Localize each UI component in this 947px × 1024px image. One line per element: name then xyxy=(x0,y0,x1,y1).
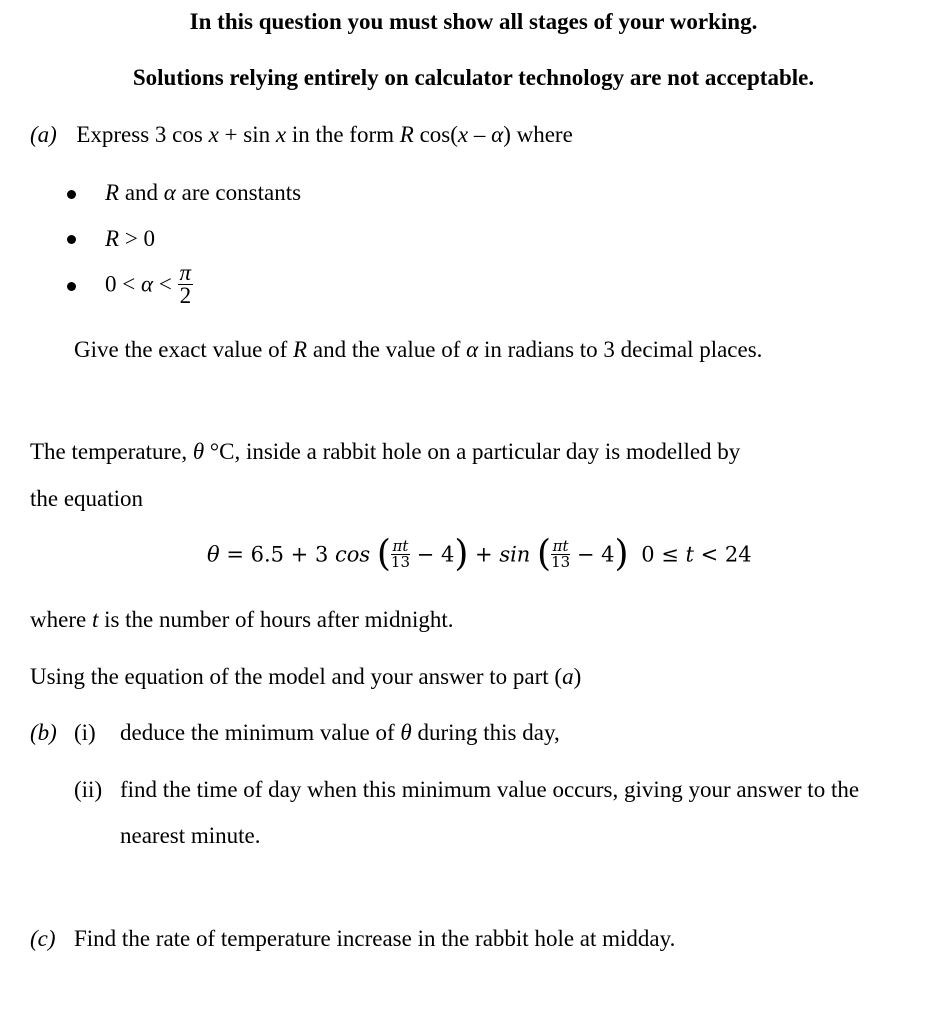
part-b-ii-label: (ii) xyxy=(74,777,103,802)
part-b-i-question xyxy=(30,719,57,747)
bullet-item-constants: R and α are constants xyxy=(105,180,302,205)
pi-over-2-fraction: $\frac{\pi}{2}$ xyxy=(179,260,192,308)
bullet-item-alpha-range: 0 < α < $\frac{\pi}{2}$ xyxy=(105,260,192,308)
part-a-question: (a) Express 3 cos x + sin x in the form R cos(x – α) where xyxy=(30,122,573,147)
bullet-marker xyxy=(67,282,76,291)
part-b-label: (b) xyxy=(30,720,57,745)
domain-condition: 0 ≤ t < 24 xyxy=(641,542,752,567)
part-b-i-label: (i) xyxy=(74,720,96,745)
variable-definition: where t is the number of hours after midnight. xyxy=(30,607,454,632)
pi-t-over-13-fraction: $\frac{\pi t}{13}$ xyxy=(551,537,571,571)
part-a-give-instruction: Give the exact value of R and the value of α in radians to 3 decimal places. xyxy=(74,337,763,362)
part-b-i-text: deduce the minimum value of θ during this day, xyxy=(120,720,560,745)
part-b-ii-text-continued: nearest minute. xyxy=(120,823,261,848)
instruction-line-1: In this question you must show all stages of your working. xyxy=(189,9,758,34)
instruction-line-2: Solutions relying entirely on calculator technology are not acceptable. xyxy=(132,65,815,90)
model-intro-line-1: The temperature, θ °C, inside a rabbit hole on a particular day is modelled by xyxy=(30,439,741,464)
model-intro-line-2: the equation xyxy=(30,486,144,511)
bullet-item-r-positive: R > 0 xyxy=(105,226,156,251)
temperature-equation: θ = 6.5 + 3 cos ( $\frac{\pi t}{13}$ − 4) + sin ( $\frac{\pi t}{13}$ − 4) 0 ≤ t < 24 xyxy=(207,533,752,575)
part-c-text: Find the rate of temperature increase in the rabbit hole at midday. xyxy=(74,926,676,951)
part-c-label: (c) xyxy=(30,926,56,951)
using-model-instruction: Using the equation of the model and your answer to part (a) xyxy=(30,664,582,689)
pi-t-over-13-fraction: $\frac{\pi t}{13}$ xyxy=(390,537,410,571)
part-a-label: (a) xyxy=(30,122,57,147)
bullet-marker xyxy=(67,235,76,244)
part-b-ii-text: find the time of day when this minimum value occurs, giving your answer to the xyxy=(120,777,860,802)
bullet-marker xyxy=(67,190,76,199)
